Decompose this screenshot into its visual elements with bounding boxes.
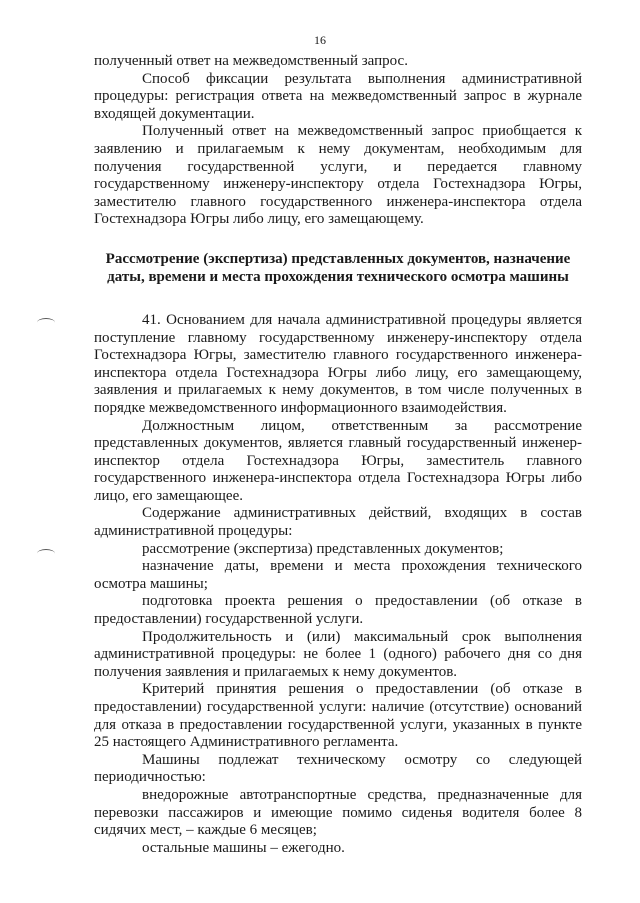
- paragraph: полученный ответ на межведомственный запрос.: [94, 53, 408, 69]
- margin-mark: [37, 318, 55, 327]
- list-item: подготовка проекта решения о предоставлении (об отказе в предоставлении) государственной услуги.: [94, 593, 582, 628]
- paragraph: Машины подлежат техническому осмотру со следующей периодичностью:: [94, 751, 582, 786]
- document-body: [94, 53, 582, 857]
- list-item: назначение даты, времени и места прохождения технического осмотра машины;: [94, 558, 582, 592]
- paragraph: Содержание административных действий, входящих в состав административной процедуры:: [94, 505, 582, 540]
- paragraph: Должностным лицом, ответственным за рассмотрение представленных документов, является главный государственный инженер-инспектор отдела Гостехнадзора Югры, заместитель главного государственного инженера-инспектора отдела Гостехнадзора Югры либо лицо, его замещающее.: [94, 417, 582, 504]
- paragraph: Критерий принятия решения о предоставлении (об отказе в предоставлении) государственной услуги: наличие (отсутствие) оснований для отказа в предоставлении государственной услуги, указанных в пункте 25 настоящего Административного регламента.: [94, 681, 582, 751]
- paragraph: 41. Основанием для начала административной процедуры является поступление главному государственному инженеру-инспектору отдела Гостехнадзора Югры, заместителю главного государственного инженера-инспектора отдела Гостехнадзора Югры либо лицу, его замещающему, заявления и прилагаемых к нему документов, в том числе полученных в порядке межведомственного информационного взаимодействия.: [94, 311, 582, 416]
- list-item: рассмотрение (экспертиза) представленных документов;: [142, 540, 504, 557]
- paragraph: Полученный ответ на межведомственный запрос приобщается к заявлению и прилагаемым к нему документам, необходимым для получения государственной услуги, и передается главному государственному инженеру-инспектору отдела Гостехнадзора Югры, заместителю главного государственного инженера-инспектора отдела Гостехнадзора Югры либо лицу, его замещающему.: [94, 123, 582, 228]
- list-item: внедорожные автотранспортные средства, предназначенные для перевозки пассажиров и имеющие помимо сиденья водителя более 8 сидячих мест, – каждые 6 месяцев;: [94, 786, 582, 839]
- section-heading: Рассмотрение (экспертиза) представленных документов, назначение даты, времени и места прохождения технического осмотра машины: [105, 250, 571, 285]
- paragraph: Продолжительность и (или) максимальный срок выполнения административной процедуры: не более 1 (одного) рабочего дня со дня получения заявления и прилагаемых к нему документов.: [94, 628, 582, 680]
- list-item: остальные машины – ежегодно.: [142, 839, 345, 856]
- page-number: 16: [314, 33, 326, 47]
- paragraph: Способ фиксации результата выполнения административной процедуры: регистрация ответа на межведомственный запрос в журнале входящей документации.: [94, 70, 582, 122]
- margin-mark: [37, 549, 55, 558]
